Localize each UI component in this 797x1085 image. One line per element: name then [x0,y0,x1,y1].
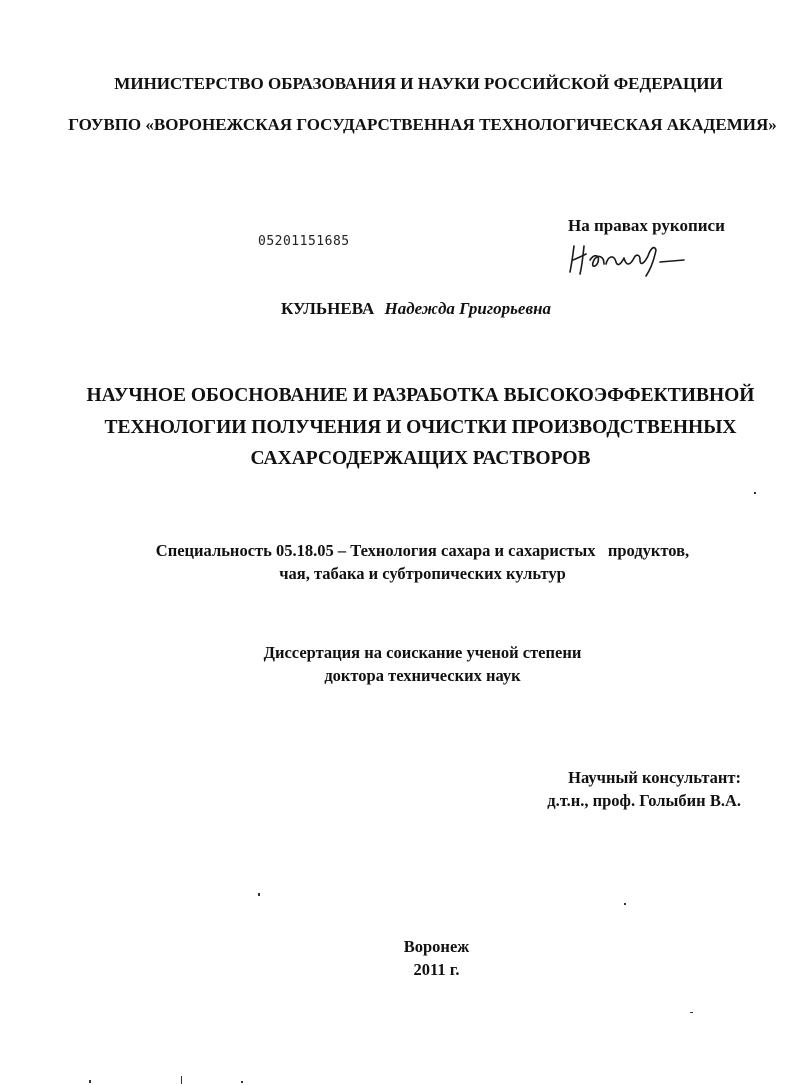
scan-speck [624,903,626,905]
author-surname: КУЛЬНЕВА [281,299,375,318]
scan-speck [241,1081,243,1083]
title-line: САХАРСОДЕРЖАЩИХ РАСТВОРОВ [250,448,591,469]
degree-block [24,641,797,687]
academy-heading: ГОУВПО «ВОРОНЕЖСКАЯ ГОСУДАРСТВЕННАЯ ТЕХНОЛОГИЧЕСКАЯ АКАДЕМИЯ» [68,115,777,134]
author-given-names: Надежда Григорьевна [384,299,552,318]
scan-speck [258,893,260,896]
year: 2011 г. [413,960,460,979]
handwritten-signature [560,240,700,280]
archive-number: 05201151685 [258,234,350,249]
degree-line: Диссертация на соискание ученой степени [263,643,582,662]
ministry-heading: МИНИСТЕРСТВО ОБРАЗОВАНИЯ И НАУКИ РОССИЙСКОЙ ФЕДЕРАЦИИ [114,74,723,93]
author-name [0,299,797,319]
scan-speck [181,1076,182,1084]
rights-note: На правах рукописи [568,216,725,235]
scan-speck [754,492,756,494]
consultant-label: Научный консультант: [568,768,741,787]
dissertation-title [22,380,797,475]
specialty-line: Специальность 05.18.05 – Технология сахара и сахаристых продуктов, [155,541,690,560]
title-line: ТЕХНОЛОГИИ ПОЛУЧЕНИЯ И ОЧИСТКИ ПРОИЗВОДСТВЕННЫХ [104,416,737,438]
title-line: НАУЧНОЕ ОБОСНОВАНИЕ И РАЗРАБОТКА ВЫСОКОЭФФЕКТИВНОЙ [86,385,755,406]
scan-speck [690,1012,693,1013]
degree-line: доктора технических наук [324,666,521,685]
consultant-block [547,766,741,812]
footer-block [38,935,797,981]
city: Воронеж [403,937,470,956]
specialty-line: чая, табака и субтропических культур [279,564,566,583]
specialty-block [24,539,797,585]
scan-speck [89,1080,91,1083]
consultant-name: д.т.н., проф. Голыбин В.А. [547,791,741,810]
